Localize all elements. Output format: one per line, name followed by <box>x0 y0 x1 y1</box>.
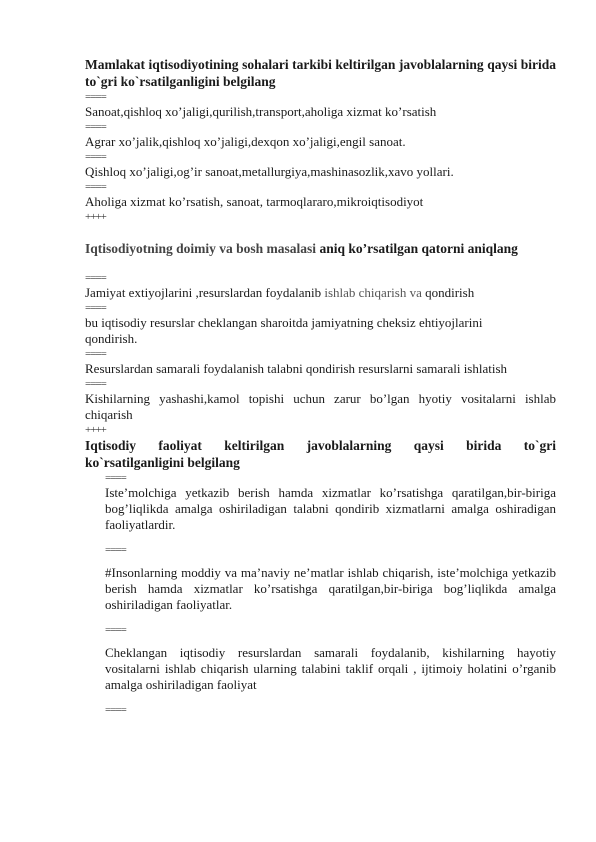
question-1-option-1: Sanoat,qishloq xo’jaligi,qurilish,transport,aholiga xizmat ko’rsatish <box>85 104 437 119</box>
question-3-option-1: Iste’molchiga yetkazib berish hamda xizmatlar ko’rsatishga qaratilgan,bir-biriga bog’liqlikda amalga oshiriladigan talabni qondirib xizmatlarni amalga oshiradigan faoliyatlardir. <box>105 485 556 532</box>
separator: ==== <box>105 544 126 556</box>
question-2-option-3: Resurslardan samarali foydalanish talabni qondirish resurslarni samarali ishlatish <box>85 361 508 376</box>
separator: ==== <box>85 378 106 390</box>
question-end-marker: ++++ <box>85 211 106 223</box>
separator: ==== <box>105 472 126 484</box>
question-2-option-2: bu iqtisodiy resurslar cheklangan sharoitda jamiyatning cheksiz ehtiyojlarini qondirish. <box>85 315 483 346</box>
question-2-title-part-a: Iqtisodiyotning doimiy va bosh masalasi <box>85 241 317 256</box>
option-text-segment: Jamiyat extiyojlarini ,resurslardan foydalanib <box>85 285 322 300</box>
separator: ==== <box>85 302 106 314</box>
separator: ==== <box>85 121 106 133</box>
question-2-title-part-b: aniq ko’rsatilgan qatorni aniqlang <box>316 241 518 256</box>
question-3-title-line-2: ko`rsatilganligini belgilang <box>85 455 240 470</box>
question-3-title-line-1: Iqtisodiy faoliyat keltirilgan javoblalarning qaysi birida to`gri <box>85 438 556 453</box>
separator: ==== <box>85 181 106 193</box>
separator: ==== <box>85 272 106 284</box>
question-2-option-4: Kishilarning yashashi,kamol topishi uchun zarur bo’lgan hyotiy vositalarni ishlab chiqarish <box>85 391 556 422</box>
option-text-segment: qondirish <box>425 285 475 300</box>
separator: ==== <box>85 151 106 163</box>
separator: ==== <box>105 624 126 636</box>
question-3-options <box>105 471 556 717</box>
question-1-option-4: Aholiga xizmat ko’rsatish, sanoat, tarmoqlararo,mikroiqtisodiyot <box>85 194 424 209</box>
question-1-title: Mamlakat iqtisodiyotining sohalari tarkibi keltirilgan javoblalarning qaysi birida to`gri ko`rsatilganligini belgilang <box>85 57 556 89</box>
separator: ==== <box>85 348 106 360</box>
question-1-option-2: Agrar xo’jalik,qishloq xo’jaligi,dexqon xo’jaligi,engil sanoat. <box>85 134 406 149</box>
question-1-option-3: Qishloq xo’jaligi,og’ir sanoat,metallurgiya,mashinasozlik,xavo yollari. <box>85 164 454 179</box>
question-3-option-3: Cheklangan iqtisodiy resurslardan samarali foydalanib, kishilarning hayotiy vositalarni ishlab chiqarish ularning talabini taklif orqali , ijtimoiy holatini o’rganib amalga oshiriladigan faoliyat <box>105 645 556 692</box>
question-3-option-2: #Insonlarning moddiy va ma’naviy ne’matlar ishlab chiqarish, iste’molchiga yetkazib berish hamda xizmatlar ko’rsatishga qaratilgan,bir-biriga bog’liqlikda amalga oshiriladigan faoliyatlar. <box>105 565 556 612</box>
separator: ==== <box>85 91 106 103</box>
option-text-segment: ishlab chiqarish va <box>321 285 426 300</box>
question-end-marker: ==== <box>105 704 126 716</box>
question-end-marker: ++++ <box>85 424 106 436</box>
question-2-title <box>85 240 556 257</box>
question-2-option-1 <box>85 285 556 301</box>
